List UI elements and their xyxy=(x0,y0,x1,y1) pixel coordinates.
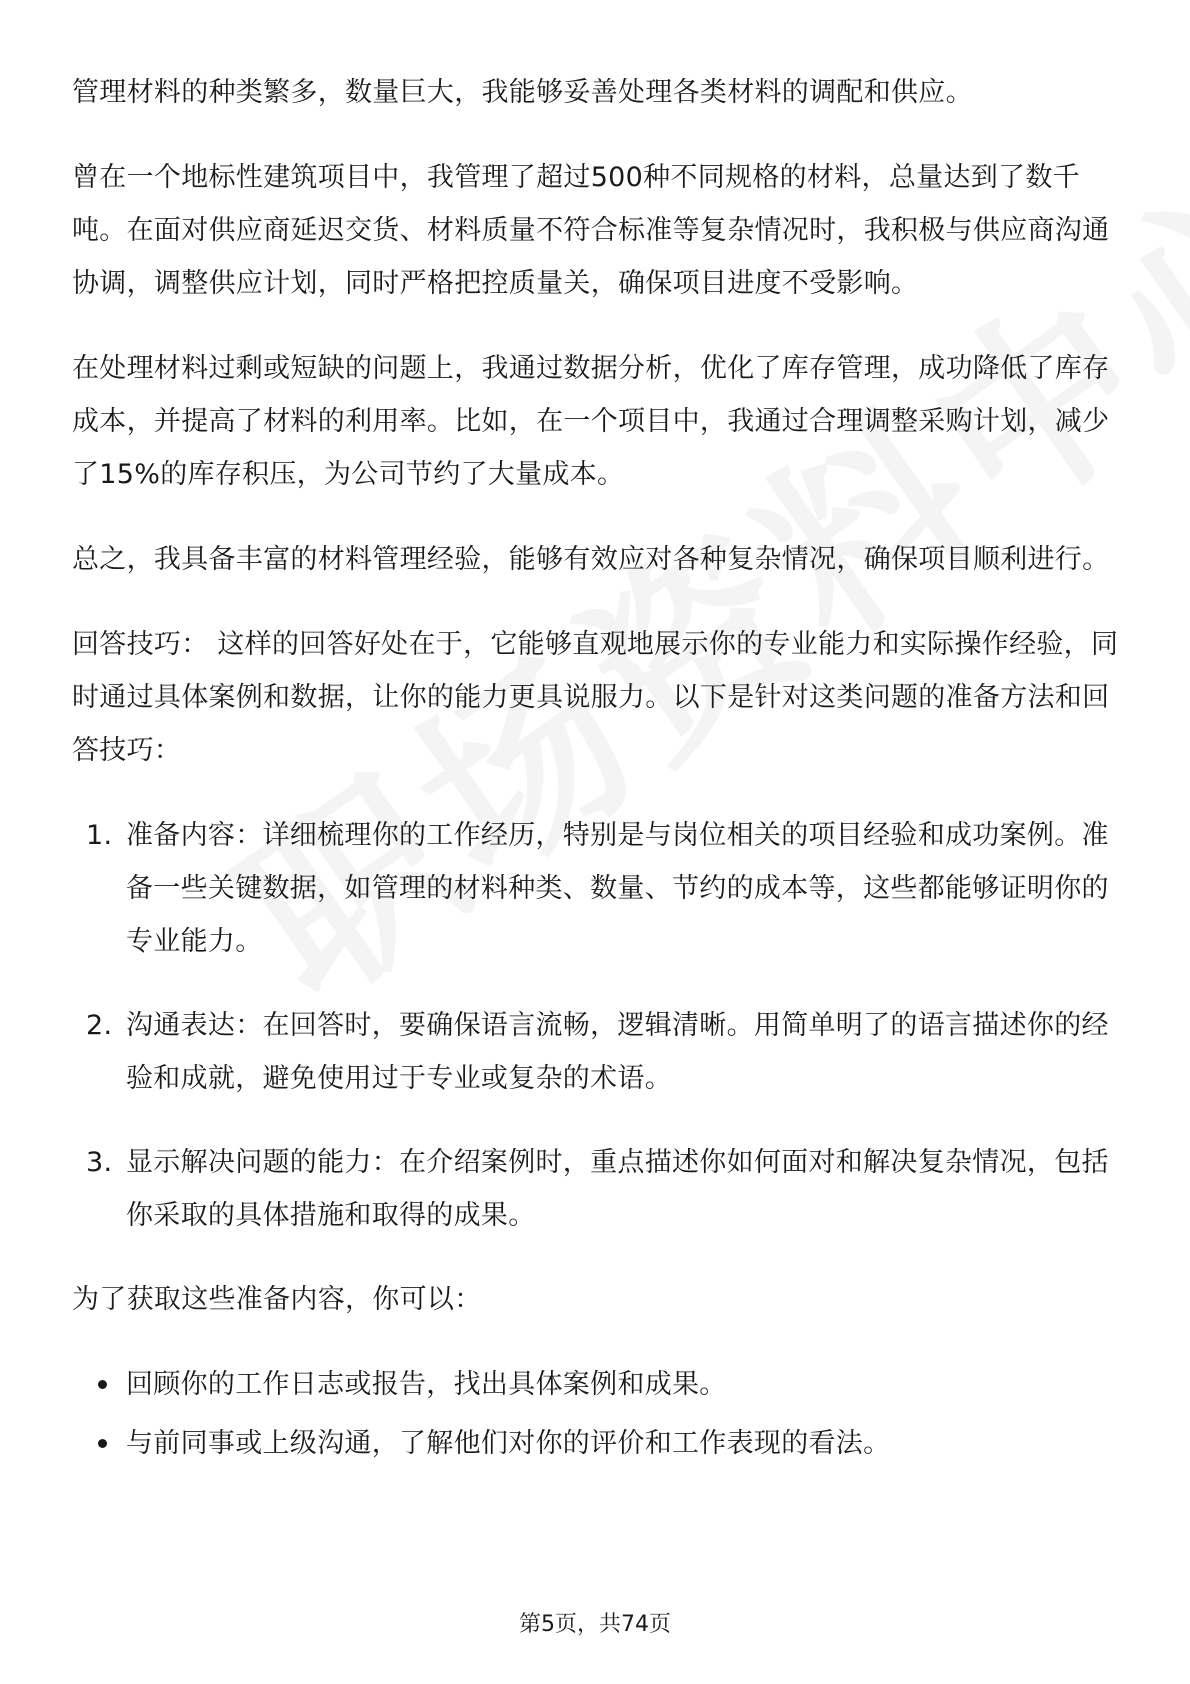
paragraph-bullets-intro: 为了获取这些准备内容，你可以： xyxy=(72,1284,482,1315)
paragraph-2: 曾在一个地标性建筑项目中，我管理了超过500种不同规格的材料，总量达到了数千吨。在面对供应商延迟交货、材料质量不符合标准等复杂情况时，我积极与供应商沟通协调，调整供应计划，同时严格把控质量关，确保项目进度不受影响。 xyxy=(72,162,1110,299)
list-item-text: 与前同事或上级沟通，了解他们对你的评价和工作表现的看法。 xyxy=(126,1428,891,1459)
list-item xyxy=(72,999,1120,1105)
list-item-text: 沟通表达：在回答时，要确保语言流畅，逻辑清晰。用简单明了的语言描述你的经验和成就，避免使用过于专业或复杂的术语。 xyxy=(126,1010,1109,1094)
list-item xyxy=(72,1358,1120,1411)
list-item-text: 回顾你的工作日志或报告，找出具体案例和成果。 xyxy=(126,1369,727,1400)
paragraph-answer-tips: 回答技巧： 这样的回答好处在于，它能够直观地展示你的专业能力和实际操作经验，同时通过具体案例和数据，让你的能力更具说服力。以下是针对这类问题的准备方法和回答技巧： xyxy=(72,629,1119,766)
list-item xyxy=(72,1417,1120,1470)
bullet-list xyxy=(72,1358,1120,1470)
page-content xyxy=(72,66,1120,1476)
paragraph-4: 总之，我具备丰富的材料管理经验，能够有效应对各种复杂情况，确保项目顺利进行。 xyxy=(72,544,1110,575)
list-item xyxy=(72,1136,1120,1242)
list-number: 3. xyxy=(86,1147,113,1178)
list-number: 1. xyxy=(86,820,113,851)
list-item-text: 准备内容：详细梳理你的工作经历，特别是与岗位相关的项目经验和成功案例。准备一些关键数据，如管理的材料种类、数量、节约的成本等，这些都能够证明你的专业能力。 xyxy=(126,820,1109,957)
page-footer: 第5页，共74页 xyxy=(519,1612,671,1637)
list-item-text: 显示解决问题的能力：在介绍案例时，重点描述你如何面对和解决复杂情况，包括你采取的具体措施和取得的成果。 xyxy=(126,1147,1109,1231)
numbered-list xyxy=(72,809,1120,1242)
paragraph-3: 在处理材料过剩或短缺的问题上，我通过数据分析，优化了库存管理，成功降低了库存成本，并提高了材料的利用率。比如，在一个项目中，我通过合理调整采购计划，减少了15%的库存积压，为公司节约了大量成本。 xyxy=(72,353,1110,490)
bullet-dot-icon xyxy=(98,1380,107,1389)
paragraph-1: 管理材料的种类繁多，数量巨大，我能够妥善处理各类材料的调配和供应。 xyxy=(72,77,973,108)
bullet-dot-icon xyxy=(98,1439,107,1448)
list-number: 2. xyxy=(86,1010,113,1041)
list-item xyxy=(72,809,1120,968)
